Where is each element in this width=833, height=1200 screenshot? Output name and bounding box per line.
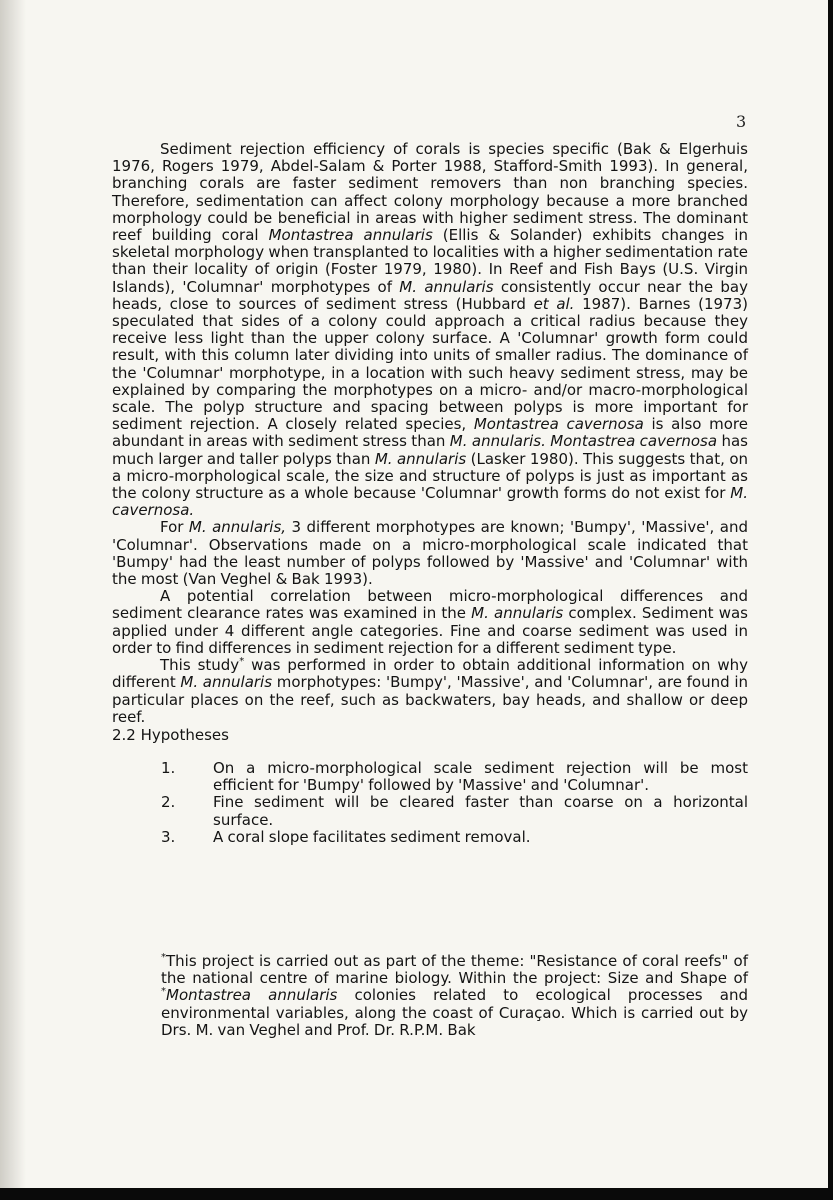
- text-run: complex. Sediment was applied under 4 different angle categories. Fine and coarse sediment was used in order to find differences in sediment rejection for a different sediment type.: [112, 604, 748, 657]
- text-run: consistently occur near the bay heads, close to sources of sediment stress (Hubbard: [112, 277, 748, 313]
- hypothesis-number: 1.: [161, 759, 176, 777]
- text-run: has much larger and taller polyps than: [112, 432, 748, 468]
- species-name: M. annularis: [399, 277, 494, 296]
- hypothesis-text: On a micro-morphological scale sediment rejection will be most efficient for 'Bumpy' followed by 'Massive' and 'Columnar'.: [213, 759, 748, 795]
- text-run: A potential correlation between micro-morphological differences and sediment clearance rates was examined in the: [112, 587, 748, 623]
- hypothesis-number: 2.: [161, 793, 176, 812]
- citation-et-al: et al.: [533, 294, 575, 313]
- footnote-marker: *: [161, 952, 166, 963]
- section-heading: 2.2 Hypotheses: [112, 726, 229, 744]
- hypotheses-list: [161, 760, 748, 846]
- hypothesis-text: Fine sediment will be cleared faster than coarse on a horizontal surface.: [213, 793, 748, 829]
- text-run: This study: [160, 656, 240, 675]
- species-name: Montastrea cavernosa: [473, 415, 644, 434]
- text-run: is also more abundant in areas with sediment stress than: [112, 415, 748, 451]
- text-run: colonies related to ecological processes and environmental variables, along the coast of Curaçao. Which is carried out by Drs. M. van Veghel and Prof. Dr. R.P.M. Bak: [161, 986, 748, 1039]
- paragraph-3: [112, 588, 748, 657]
- species-name: M. annularis: [471, 604, 564, 623]
- species-name: M. cavernosa.: [112, 484, 748, 520]
- hypothesis-item: [161, 760, 748, 794]
- text-run: was performed in order to obtain additional information on why different: [112, 656, 748, 692]
- species-name: Montastrea annularis: [268, 226, 433, 245]
- text-run: morphotypes: 'Bumpy', 'Massive', and 'Columnar', are found in particular places on the reef, such as backwaters, bay heads, and shallow or deep reef.: [112, 673, 748, 726]
- text-run: (Ellis & Solander) exhibits changes in skeletal morphology when transplanted to localities with a higher sedimentation rate than their locality of origin (Foster 1979, 1980). In Reef and Fish Bays (U.S. Virgin Islands), 'Columnar' morphotypes of: [112, 226, 748, 296]
- hypothesis-item: [161, 794, 748, 828]
- page-number: 3: [736, 112, 747, 131]
- binding-shadow: [0, 0, 26, 1188]
- species-name: M. annularis,: [188, 518, 287, 537]
- hypothesis-text: A coral slope facilitates sediment removal.: [213, 827, 531, 846]
- text-run: Sediment rejection efficiency of corals is species specific (Bak & Elgerhuis 1976, Rogers 1979, Abdel-Salam & Porter 1988, Stafford-Smith 1993). In general, branching corals are faster sediment removers than non branching species. Therefore, sedimentation can affect colony morphology because a more branched morphology could be beneficial in areas with higher sediment stress. The dominant reef building coral: [112, 140, 748, 245]
- text-run: 3 different morphotypes are known; 'Bumpy', 'Massive', and 'Columnar'. Observations made on a micro-morphological scale indicated that 'Bumpy' had the least number of polyps followed by 'Massive' and 'Columnar' with the most (Van Veghel & Bak 1993).: [112, 518, 748, 589]
- paragraph-1: [112, 141, 748, 519]
- species-name: M. annularis: [180, 673, 273, 692]
- hypothesis-number: 3.: [161, 827, 176, 846]
- hypothesis-item: [161, 829, 748, 846]
- text-run: This project is carried out as part of the theme: "Resistance of coral reefs" of the national centre of marine biology. Within the project: Size and Shape of: [161, 952, 748, 988]
- footnote: [161, 953, 748, 1039]
- text-run: For: [160, 518, 189, 537]
- paragraph-2: [112, 519, 748, 588]
- paragraph-4: [112, 657, 748, 726]
- body-text: [112, 141, 748, 726]
- footnote-marker: *: [239, 656, 245, 668]
- text-run: (Lasker 1980). This suggests that, on a micro-morphological scale, the size and structure of polyps is just as important as the colony structure as a whole because 'Columnar' growth forms do not exist for: [112, 449, 749, 503]
- footnote-marker: *: [161, 986, 166, 998]
- species-name: M. annularis. Montastrea cavernosa: [449, 432, 718, 451]
- species-name: Montastrea annularis: [166, 986, 338, 1005]
- species-name: M. annularis: [374, 449, 467, 468]
- text-run: 1987). Barnes (1973) speculated that sides of a colony could approach a critical radius because they receive less light than the upper colony surface. A 'Columnar' growth form could result, with this column later dividing into units of smaller radius. The dominance of the 'Columnar' morphotype, in a location with such heavy sediment stress, may be explained by comparing the morphotypes on a micro- and/or macro-morphological scale. The polyp structure and spacing between polyps is more important for sediment rejection. A closely related species,: [112, 294, 748, 434]
